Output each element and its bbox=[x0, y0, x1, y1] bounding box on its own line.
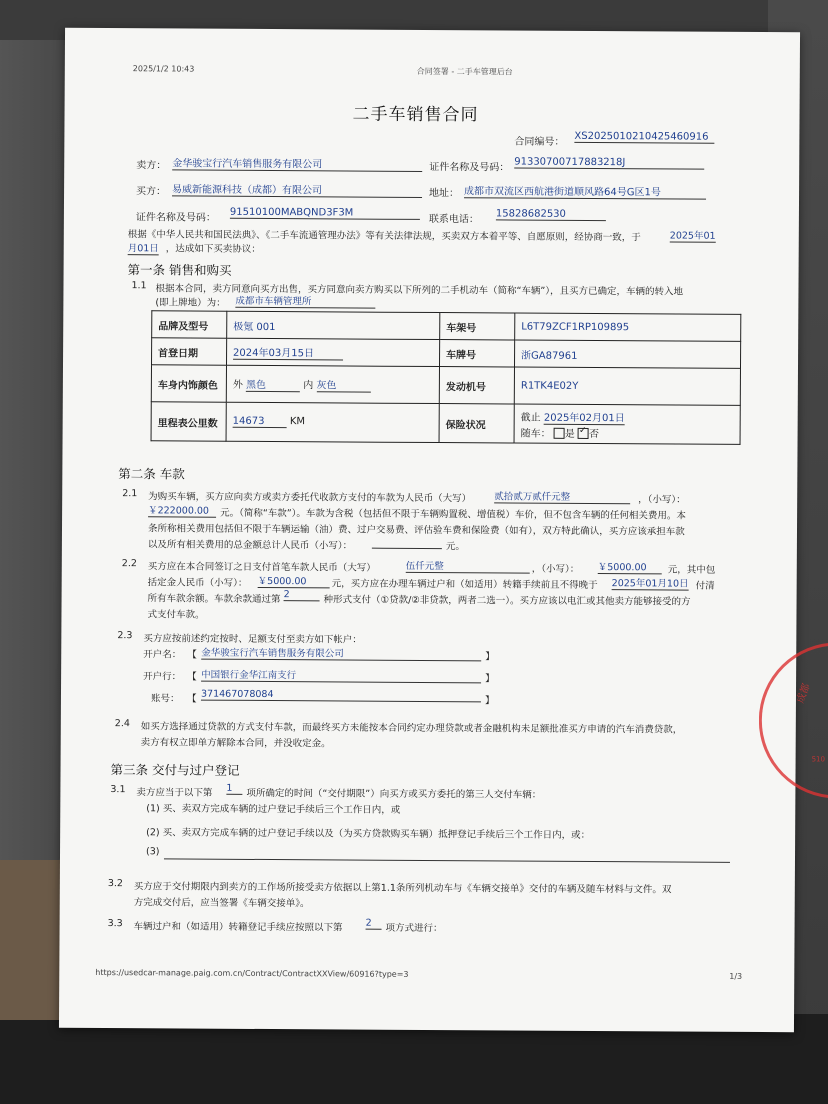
preamble-date-a: 2025年01 bbox=[670, 227, 716, 242]
payment-method: 2 bbox=[284, 589, 320, 601]
vehicle-info-table bbox=[151, 310, 742, 445]
seller-value: 金华骏宝行汽车销售服务有限公司 bbox=[172, 154, 422, 172]
section-3-title: 第三条 交付与过户登记 bbox=[110, 762, 240, 778]
clause-2-4-b: 卖方有权立即单方解除本合同，并没收定金。 bbox=[140, 737, 331, 750]
address-value: 成都市双流区西航港街道顺风路64号G区1号 bbox=[464, 182, 706, 199]
no-label: 否 bbox=[588, 428, 599, 440]
insurance-label: 保险状况 bbox=[439, 404, 514, 443]
address-label: 地址： bbox=[429, 187, 460, 200]
engine-label: 发动机号 bbox=[439, 367, 514, 404]
acct-name-value: 金华骏宝行汽车销售服务有限公司 bbox=[201, 645, 481, 662]
clause-2-2-no: 2.2 bbox=[121, 558, 137, 570]
clause-3-1-no: 3.1 bbox=[110, 784, 126, 796]
brand-value bbox=[227, 311, 440, 339]
footer-page: 1/3 bbox=[729, 971, 743, 981]
background-wood bbox=[0, 860, 60, 1020]
acct-name-bracket-r: 】 bbox=[485, 651, 495, 663]
section-2-title: 第二条 车款 bbox=[118, 466, 185, 482]
phone-label: 联系电话： bbox=[428, 213, 479, 226]
color-label: 车身内饰颜色 bbox=[151, 365, 226, 402]
first-reg-text: 2024年03月15日 bbox=[233, 344, 343, 361]
clause-3-3-no: 3.3 bbox=[107, 918, 123, 930]
seller-id-label: 证件名称及号码： bbox=[429, 161, 510, 174]
table-row bbox=[151, 365, 740, 406]
brand-label: 品牌及型号 bbox=[152, 311, 227, 338]
acct-name-bracket-l: 【 bbox=[187, 649, 197, 661]
table-row bbox=[152, 338, 741, 369]
acct-bank-bracket-l: 【 bbox=[187, 671, 197, 683]
clause-2-1-c: 元。（简称“车款”）。车款为含税（包括但不限于车辆购置税、增值税）车价，但不包含车辆的任何相关费用。本 bbox=[220, 507, 686, 522]
clause-3-1-option-1: (1) 买、卖双方完成车辆的过户登记手续后三个工作日内，或 bbox=[146, 803, 401, 816]
brand-text: 极氪 001 bbox=[233, 321, 276, 333]
buyer-id-value: 91510100MABQND3F3M bbox=[230, 207, 420, 220]
clause-2-2-g: 所有车款余额。车款余款通过第 bbox=[147, 593, 281, 606]
seller-id-value: 91330700717883218J bbox=[514, 157, 704, 170]
buyer-value: 易威新能源科技（成都）有限公司 bbox=[172, 180, 422, 198]
clause-3-1-option-2: (2) 买、卖双方完成车辆的过户登记手续以及（为买方贷款购买车辆）抵押登记手续后三个工作日内，或： bbox=[146, 827, 591, 841]
vin-label: 车架号 bbox=[440, 313, 515, 340]
acct-no-bracket-r: 】 bbox=[484, 695, 495, 707]
clause-3-1-a: 卖方应当于以下第 bbox=[136, 787, 213, 799]
total-amount-blank bbox=[372, 536, 442, 549]
contract-paper bbox=[59, 28, 826, 1032]
acct-bank-value: 中国银行金华江南支行 bbox=[201, 667, 481, 684]
mileage-label: 里程表公里数 bbox=[151, 402, 226, 441]
clause-3-1-b: 项所确定的时间（“交付期限”）向买方或买方委托的第三人交付车辆： bbox=[246, 787, 542, 801]
clause-2-3-text: 买方应按前述约定按时、足额支付至卖方如下帐户： bbox=[143, 633, 362, 646]
clause-2-4-a: 如买方选择通过贷款的方式支付车款，而最终买方未能按本合同约定办理贷款或者金融机构未足额批准买方申请的汽车消费贷款， bbox=[140, 721, 683, 736]
insurance-until-date: 2025年02月01日 bbox=[544, 408, 625, 424]
acct-bank-bracket-r: 】 bbox=[485, 673, 495, 685]
first-reg-label: 首登日期 bbox=[152, 338, 227, 365]
acct-name-label: 开户名： bbox=[143, 649, 182, 661]
clause-3-3-b: 项方式进行： bbox=[385, 922, 443, 935]
phone-value: 15828682530 bbox=[496, 208, 606, 221]
clause-1-1-text-2: (即上牌地）为： bbox=[155, 297, 226, 309]
clause-2-2-i: 式支付车款。 bbox=[147, 609, 205, 621]
clause-2-2-b: ，（小写）： bbox=[531, 563, 580, 575]
pay-deadline: 2025年01月10日 bbox=[612, 575, 689, 590]
clause-2-1-f: 元。 bbox=[445, 541, 465, 553]
with-car-label: 随车： bbox=[520, 428, 551, 440]
clause-2-2-f: 付清 bbox=[695, 580, 715, 592]
acct-bank-label: 开户行： bbox=[143, 671, 182, 683]
clause-2-1-b: ，（小写）： bbox=[638, 494, 686, 506]
clause-2-4-no: 2.4 bbox=[114, 718, 130, 730]
preamble-text-2: ，达成如下买卖协议： bbox=[165, 243, 261, 255]
contract-no-value: XS2025010210425460916 bbox=[574, 131, 714, 144]
engine-value bbox=[514, 367, 740, 405]
clause-2-1-no: 2.1 bbox=[122, 488, 138, 500]
acct-no-label: 账号： bbox=[150, 693, 180, 705]
vin-text: L6T79ZCF1RP109895 bbox=[521, 321, 630, 333]
buyer-id-label: 证件名称及号码： bbox=[135, 212, 216, 224]
clause-2-2-a: 买方应在本合同签订之日支付首笔车款人民币（大写） bbox=[147, 561, 376, 574]
insurance-value bbox=[514, 404, 740, 444]
clause-2-2-e: 元，买方应在办理车辆过户和（如适用）转籍手续前且不得晚于 bbox=[331, 578, 598, 592]
outer-prefix: 外 bbox=[232, 379, 243, 391]
table-row bbox=[151, 402, 740, 445]
print-datetime: 2025/1/2 10:43 bbox=[132, 64, 195, 74]
clause-2-1-a: 为购买车辆，买方应向卖方或卖方委托代收款方支付的车款为人民币（大写） bbox=[148, 491, 472, 505]
clause-3-3-a: 车辆过户和（如适用）转籍登记手续应按照以下第 bbox=[133, 921, 343, 934]
plate-value bbox=[514, 340, 740, 368]
preamble-date-b: 月01日 bbox=[128, 240, 159, 255]
inner-prefix: 内 bbox=[303, 380, 314, 392]
insurance-line-1 bbox=[521, 408, 734, 425]
yes-label: 是 bbox=[564, 428, 575, 440]
stamp-text-a: 成都 bbox=[795, 682, 813, 705]
clause-2-2-d: 括定金人民币（小写）： bbox=[147, 577, 248, 589]
clause-3-1-option-3: (3) bbox=[145, 846, 160, 858]
contract-no-label: 合同编号： bbox=[514, 136, 565, 148]
clause-2-1-d: 条所称相关费用包括但不限于车辆运输（油）费、过户交易费、评估验车费和保险费（如有），双方特此确认，买方应该承担车款 bbox=[147, 523, 685, 538]
buyer-label: 买方： bbox=[136, 186, 167, 198]
insurance-line-2 bbox=[521, 424, 734, 440]
checkbox-no-checked bbox=[578, 428, 589, 439]
engine-text: R1TK4E02Y bbox=[520, 380, 579, 392]
first-payment-upper: 伍仟元整 bbox=[406, 558, 530, 574]
color-value bbox=[226, 365, 439, 403]
transfer-item: 2 bbox=[366, 918, 382, 930]
contract-title: 二手车销售合同 bbox=[352, 104, 479, 126]
acct-no-value: 371467078084 bbox=[201, 689, 481, 703]
mileage-text: 14673 bbox=[233, 416, 287, 428]
mileage-value bbox=[226, 402, 439, 442]
clause-3-2-b: 方完成交付后，应当签署《车辆交接单》。 bbox=[133, 897, 310, 910]
deposit-amount: ￥5000.00 bbox=[258, 573, 330, 588]
price-lower: ￥222000.00 bbox=[148, 502, 216, 517]
registry-value: 成都市车辆管理所 bbox=[235, 293, 375, 309]
clause-1-1-text: 根据本合同，卖方同意向买方出售，买方同意向卖方购买以下所列的二手机动车（简称“车辆”），且买方已确定，车辆的转入地 bbox=[155, 283, 684, 298]
vin-value bbox=[515, 313, 741, 341]
plate-text: 浙GA87961 bbox=[521, 350, 578, 362]
clause-1-1-no: 1.1 bbox=[131, 280, 147, 292]
table-row bbox=[152, 311, 741, 342]
seller-label: 卖方： bbox=[136, 160, 167, 172]
first-reg-value bbox=[227, 338, 440, 366]
clause-3-2-a: 买方应于交付期限内到卖方的工作场所接受卖方依据以上第1.1条所列机动车与《车辆交接单》交付的车辆及随车材料与文件。双 bbox=[133, 881, 672, 896]
mileage-unit: KM bbox=[289, 416, 306, 428]
first-payment-lower: ￥5000.00 bbox=[598, 559, 662, 574]
clause-2-2-c: 元，其中包 bbox=[667, 564, 716, 576]
clause-2-3-no: 2.3 bbox=[117, 630, 133, 642]
price-upper: 贰拾贰万贰仟元整 bbox=[494, 488, 630, 504]
section-1-title: 第一条 销售和购买 bbox=[127, 262, 232, 278]
footer-url: https://usedcar-manage.paig.com.cn/Contract/ContractXXView/60916?type=3 bbox=[95, 967, 409, 979]
acct-no-bracket-l: 【 bbox=[186, 693, 197, 705]
clause-2-1-e: 以及所有相关费用的总金额总计人民币（小写）： bbox=[147, 539, 353, 552]
clause-3-2-no: 3.2 bbox=[107, 878, 123, 890]
inner-color: 灰色 bbox=[316, 376, 370, 392]
checkbox-yes bbox=[554, 428, 565, 439]
print-system-title: 合同签署 - 二手车管理后台 bbox=[416, 66, 513, 77]
option-3-blank bbox=[164, 846, 730, 862]
insurance-until-prefix: 截止 bbox=[520, 412, 541, 424]
outer-color: 黑色 bbox=[246, 376, 300, 392]
plate-label: 车牌号 bbox=[439, 340, 514, 367]
clause-2-2-h: 种形式支付（①贷款/②非贷款，两者二选一）。买方应该以电汇或其他卖方能够接受的方 bbox=[323, 594, 691, 608]
preamble-text: 根据《中华人民共和国民法典》、《二手车流通管理办法》等有关法律法规，买卖双方本着平等、自愿原则，经协商一致，于 bbox=[127, 229, 641, 244]
delivery-item: 1 bbox=[226, 783, 242, 795]
red-seal-stamp bbox=[758, 642, 828, 799]
stamp-text-b: 510 bbox=[811, 755, 826, 764]
